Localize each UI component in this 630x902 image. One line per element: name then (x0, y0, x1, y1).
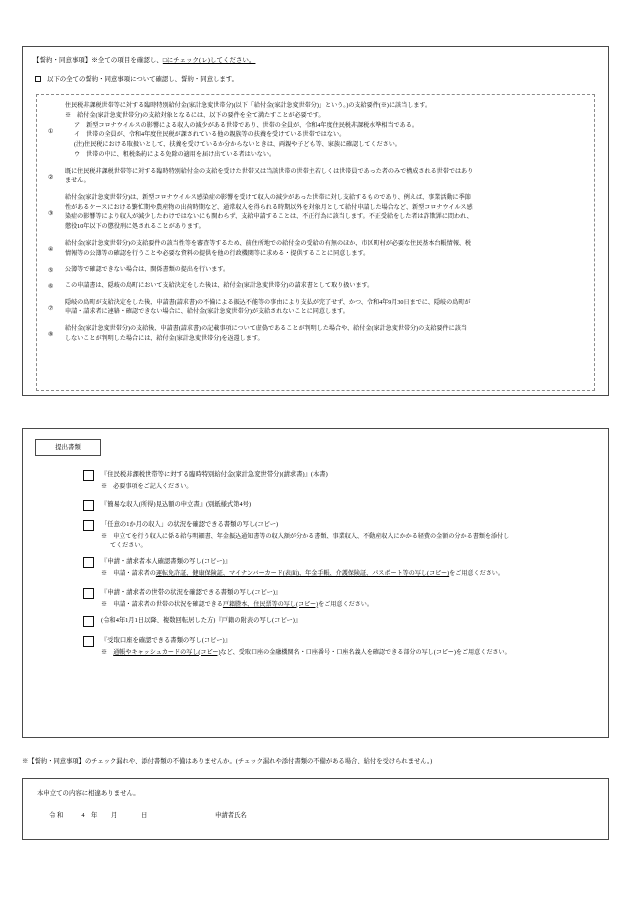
clause-number: ⑧ (48, 330, 54, 338)
era-label: 令 和 (49, 811, 64, 819)
doc-item-label: 『申請・請求者本人確認書類の写し(コピー)』 (101, 558, 231, 566)
doc-checkbox-3[interactable] (83, 520, 94, 531)
clause-line: イ 世帯の全員が、令和4年度住民税が課されている他の親族等の扶養を受けている世帯ではない。 (74, 132, 346, 139)
year-label: 年 (91, 811, 98, 819)
day-label[interactable]: 日 (141, 811, 148, 819)
pledge-heading-note-pre: ※全ての項目を確認し、 (91, 57, 163, 64)
agree-all-checkbox[interactable] (35, 76, 41, 82)
clause-body (65, 168, 588, 188)
clause-line: ア 新型コロナウイルスの影響による収入の減少がある世帯であり、世帯の全員が、令和4年度住民税非課税水準相当である。 (74, 122, 418, 129)
doc-item-label: 『簡易な収入(所得)見込額の申立書』(別紙様式第4号) (101, 501, 252, 509)
clause-line: 給付金(家計急変世帯分)は、新型コロナウイルス感染症の影響を受けて収入の減少があった世帯に対し支給するものであり、例えば、事業活動に季節 (65, 194, 471, 201)
submission-documents-panel (22, 428, 609, 738)
clause-line: 懲役10年以下の懲役刑に処されることがあります。 (65, 224, 205, 231)
doc-note-text (101, 602, 373, 608)
clause-line: ません。 (65, 178, 90, 185)
clause-number: ⑥ (48, 283, 54, 291)
submission-documents-tag-label: 提出書類 (55, 443, 81, 451)
declaration-date-row (37, 811, 608, 821)
clause-line: 既に住民税非課税世帯等に対する臨時特別給付金の支給を受けた世帯又は当該世帯の世帯主若しくは世帯員であった者のみで構成される世帯ではあり (65, 168, 474, 175)
clause-line: ※ 給付金(家計急変世帯分)の支給対象となるには、以下の要件を全て満たすことが必要です。 (65, 112, 325, 119)
doc-item-note (33, 483, 598, 492)
clause-line: 給付金(家計急変世帯分)の支給要件の該当性等を審査等するため、前住所地での給付金の受給の有無のほか、市区町村が必要な住民基本台帳情報、税 (65, 240, 472, 247)
pledge-heading (33, 56, 598, 66)
clause-line: 住民税非課税世帯等に対する臨時特別給付金(家計急変世帯分)(以下「給付金(家計急変世帯分)」という。)の支給要件(※)に該当します。 (65, 102, 432, 109)
clause-line: 給付金(家計急変世帯分)の支給後、申請書(請求書)の記載事項について虚偽であることが判明した場合や、給付金(家計急変世帯分)の支給要件に該当 (65, 325, 467, 332)
clause-body (65, 266, 588, 276)
doc-checkbox-4[interactable] (83, 557, 94, 568)
clause-number: ② (48, 173, 54, 181)
doc-item-label: 『受取口座を確認できる書類の写し(コピー)』 (101, 636, 231, 644)
doc-item-label: 「任意の1か月の収入」の状況を確認できる書類の写し(コピー) (101, 521, 279, 529)
clause-6 (43, 282, 588, 292)
doc-note-pre: ※ 申請・請求者の世帯の状況を確認できる (101, 601, 223, 608)
clause-body (65, 240, 588, 260)
clause-line: 情報等の公簿等の確認を行うことや必要な資料の提供を他の行政機関等に求める・提供することに同意します。 (65, 250, 370, 257)
doc-note-post: をご用意ください。 (449, 571, 504, 578)
clause-number: ① (48, 127, 54, 135)
doc-item-label: 『申請・請求者の世帯の状況を確認できる書類の写し(コピー)』 (101, 588, 282, 596)
doc-item-note (33, 533, 598, 551)
doc-checkbox-7[interactable] (83, 636, 94, 647)
doc-item-label: 『住民税非課税世帯等に対する臨時特別給付金(家計急変世帯分)(請求書)』(本書) (101, 471, 328, 478)
clause-number: ⑤ (48, 267, 54, 274)
doc-note-post: をご用意ください。 (318, 601, 373, 608)
doc-note-underline: 運転免許証、健康保険証、マイナンバーカード(表面)、年金手帳、介護保険証、パスポート等の写し(コピー) (155, 571, 450, 578)
clause-number: ③ (48, 209, 54, 217)
doc-item-note (33, 570, 598, 579)
doc-note-text (101, 571, 504, 577)
clause-3 (43, 194, 588, 233)
clause-body (65, 282, 588, 292)
clause-4 (43, 240, 588, 260)
clause-line: 隠岐の島町が支給決定をした後、申請書(請求書)の不備による振込不能等の事由により支払が完了せず、かつ、令和4年9月30日までに、隠岐の島町が (65, 299, 471, 306)
doc-note-text: ※ 申立てを行う収入に係る給与明細書、年金振込通知書等の収入額が分かる書類、事業収入、不動産収入にかかる経費の金額の分かる書類を添付し (101, 534, 510, 541)
doc-checkbox-1[interactable] (83, 470, 94, 481)
clause-7 (43, 299, 588, 319)
doc-item-note (33, 649, 598, 658)
clause-body (65, 194, 588, 233)
clause-body (65, 325, 588, 345)
pledge-heading-note-underline: □にチェック(レ)してください。 (162, 57, 256, 64)
clauses-container (36, 94, 595, 391)
clause-line: この申請書は、隠岐の島町において支給決定をした後は、給付金(家計急変世帯分)の請求書として取り扱います。 (65, 283, 374, 290)
doc-checklist-item[interactable] (33, 469, 598, 481)
clause-8 (43, 325, 588, 345)
doc-item-note (33, 601, 598, 610)
doc-checkbox-5[interactable] (83, 588, 94, 599)
clause-number: ⑦ (48, 304, 54, 312)
clause-line: ウ 世帯の中に、租税条約による免除の適用を届け出ている者はいない。 (74, 152, 276, 159)
doc-checklist-item[interactable] (33, 587, 598, 599)
clause-line: 公簿等で確認できない場合は、関係書類の提出を行います。 (65, 266, 230, 273)
doc-note-text (101, 650, 511, 656)
agree-all-row[interactable] (35, 75, 598, 85)
clause-line: (注)住民税における取扱いとして、扶養を受けているか分からないときは、両親や子ども等、家族に確認してください。 (74, 142, 401, 149)
declaration-statement: 本申立ての内容に相違ありません。 (37, 790, 140, 797)
doc-note-text: ※ 必要事項をご記入ください。 (101, 484, 193, 490)
applicant-name-label[interactable]: 申請者氏名 (215, 811, 247, 819)
doc-checklist-item[interactable] (33, 556, 598, 568)
clause-line: しないことが判明した場合には、給付金(家計急変世帯分)を返還します。 (65, 335, 264, 342)
doc-note-post: など、受取口座の金融機関名・口座番号・口座名義人を確認できる部分の写し(コピー)をご用意ください。 (220, 649, 511, 656)
doc-item-label: (令和4年1月1日以降、複数回転居した方)『戸籍の附表の写し(コピー)』 (101, 616, 302, 624)
month-label[interactable]: 月 (111, 811, 118, 819)
doc-checkbox-2[interactable] (83, 500, 94, 511)
doc-note-text-cont: てください。 (110, 543, 147, 550)
doc-note-pre: ※ 申請・請求者の (101, 571, 156, 578)
clause-body (65, 299, 588, 319)
pledge-consent-panel (22, 46, 609, 396)
doc-checklist-item[interactable] (33, 615, 598, 627)
doc-checklist-item[interactable] (33, 519, 598, 531)
doc-checklist-item[interactable] (33, 499, 598, 511)
doc-checklist-item[interactable] (33, 635, 598, 647)
clause-line: 性があるケースにおける繁忙期や農産物の出荷時期など、通常収入を得られる時期以外を対象月として給付申請した場合など、新型コロナウイルス感 (65, 204, 473, 211)
document-checklist (23, 469, 608, 665)
doc-note-underline: 戸籍謄本、住民票等の写し(コピー) (222, 601, 319, 608)
footer-notice: ※【誓約・同意事項】のチェック漏れや、添付書類の不備はありませんか。(チェック漏れや添付書類の不備がある場合、給付を受けられません。) (22, 758, 433, 765)
clause-line: 染症の影響等により収入が減少したわけではないにも関わらず、支給申請することは、不正行為に該当します。不正受給をした者は詐欺罪に問われ、 (65, 214, 473, 221)
pledge-heading-title: 【誓約・同意事項】 (33, 57, 92, 64)
clause-line: 申請・請求者に連絡・確認できない場合に、給付金(家計急変世帯分)が支給されないことに同意します。 (65, 309, 349, 316)
doc-checkbox-6[interactable] (83, 616, 94, 627)
clause-2 (43, 168, 588, 188)
doc-note-pre: ※ (101, 649, 114, 656)
clause-1 (43, 102, 588, 161)
clause-number: ④ (48, 245, 54, 253)
year-value[interactable]: 4 (81, 811, 85, 819)
submission-documents-tag (35, 439, 101, 456)
clause-5 (43, 266, 588, 276)
clause-body (65, 102, 588, 161)
agree-all-label: 以下の全ての誓約・同意事項について確認し、誓約・同意します。 (47, 75, 239, 83)
doc-note-underline: 通帳やキャッシュカードの写し(コピー) (113, 649, 221, 656)
declaration-panel (22, 778, 609, 840)
